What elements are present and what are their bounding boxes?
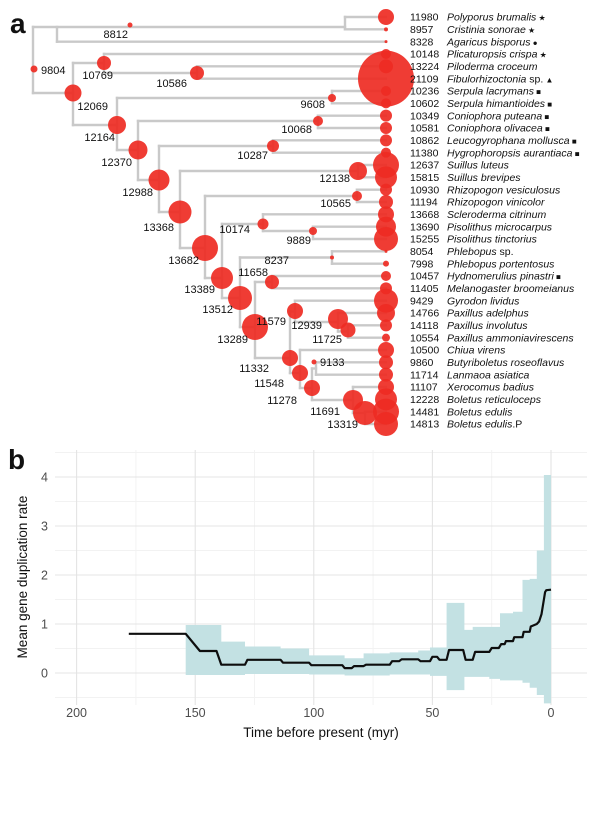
confidence-band xyxy=(186,475,551,703)
tip-count-label: 10581 xyxy=(410,122,440,135)
tree-node-circle xyxy=(65,85,82,102)
tree-node-circle xyxy=(292,365,308,381)
tip-species-label: Cristinia sonorae ★ xyxy=(447,24,536,37)
tip-circle xyxy=(380,110,392,122)
node-value-label: 11691 xyxy=(310,406,340,418)
node-value-label: 10174 xyxy=(219,224,250,236)
tip-count-label: 10930 xyxy=(410,184,440,197)
node-value-label: 13289 xyxy=(217,334,248,346)
tree-node-circle xyxy=(352,191,362,201)
tip-count-label: 12637 xyxy=(410,159,440,172)
tip-species-label: Hydnomerulius pinastri ■ xyxy=(447,270,561,283)
node-value-label: 12370 xyxy=(101,157,132,169)
tip-count-label: 21109 xyxy=(410,73,439,86)
tip-count-label: 10236 xyxy=(410,85,440,98)
tip-circle xyxy=(380,184,392,196)
tip-species-label: Paxillus adelphus xyxy=(447,307,529,320)
tip-species-label: Paxillus involutus xyxy=(447,320,528,333)
tip-count-label: 11714 xyxy=(410,369,439,382)
tip-species-label: Boletus edulis xyxy=(447,406,513,419)
node-value-label: 13682 xyxy=(168,255,199,267)
tip-count-label: 10500 xyxy=(410,344,440,357)
node-value-label: 10769 xyxy=(82,70,113,82)
tree-node-circle xyxy=(282,350,298,366)
tip-count-label: 11980 xyxy=(410,11,439,24)
node-value-label: 12138 xyxy=(319,173,350,185)
node-value-label: 10287 xyxy=(237,150,268,162)
tip-circle xyxy=(380,122,392,134)
tip-circle xyxy=(385,250,388,253)
tip-species-label: Pisolithus tinctorius xyxy=(447,233,537,246)
tip-species-label: Piloderma croceum xyxy=(447,61,538,74)
node-value-label: 9133 xyxy=(320,357,345,369)
tip-count-label: 11405 xyxy=(410,283,439,296)
y-tick-label: 1 xyxy=(41,617,48,632)
tip-circle xyxy=(381,98,391,108)
y-axis-title: Mean gene duplication rate xyxy=(15,495,30,659)
node-value-label: 10565 xyxy=(320,198,351,210)
node-value-label: 9804 xyxy=(41,65,66,77)
tip-species-label: Phlebopus portentosus xyxy=(447,258,555,271)
node-value-label: 13389 xyxy=(184,284,215,296)
tip-count-label: 13224 xyxy=(410,61,440,74)
x-tick-label: 50 xyxy=(425,706,440,720)
tree-node-circle xyxy=(31,66,38,73)
node-value-label: 11548 xyxy=(254,378,284,390)
tip-circle xyxy=(380,134,392,146)
tip-species-label: Melanogaster broomeianus xyxy=(447,283,575,296)
y-tick-label: 2 xyxy=(41,568,48,583)
tip-species-label: Butyriboletus roseoflavus xyxy=(447,357,565,370)
tip-circle xyxy=(374,227,398,251)
tip-count-label: 13690 xyxy=(410,221,440,234)
tip-species-label: Leucogyrophana mollusca ■ xyxy=(447,135,577,148)
node-value-label: 13512 xyxy=(202,304,233,316)
tip-count-label: 8328 xyxy=(410,36,434,49)
tip-species-label: Suillus brevipes xyxy=(447,172,521,185)
tip-count-label: 10349 xyxy=(410,110,440,123)
node-value-label: 9889 xyxy=(286,235,311,247)
x-tick-label: 200 xyxy=(66,706,88,720)
tip-circle xyxy=(380,319,392,331)
tip-count-label: 11107 xyxy=(410,381,438,394)
tree-node-circle xyxy=(169,201,192,224)
tree-node-circle xyxy=(349,162,367,180)
tree-node-circle xyxy=(190,66,204,80)
tip-species-label: Hygrophoropsis aurantiaca ■ xyxy=(447,147,580,160)
tip-species-label: Scleroderma citrinum xyxy=(447,209,547,222)
tree-node-circle xyxy=(328,94,336,102)
x-tick-label: 150 xyxy=(184,706,206,720)
node-value-label: 13368 xyxy=(143,222,174,234)
tip-circle xyxy=(381,86,391,96)
tree-node-circle xyxy=(267,140,279,152)
panel-b-label: b xyxy=(8,444,26,475)
tree-node-circle xyxy=(341,323,356,338)
tip-circle xyxy=(384,27,388,31)
tip-species-label: Paxillus ammoniavirescens xyxy=(447,332,574,345)
tree-node-circle xyxy=(313,116,323,126)
duplication-rate-plot xyxy=(15,450,587,740)
tip-count-label: 9429 xyxy=(410,295,434,308)
node-value-label: 11332 xyxy=(239,363,269,375)
node-value-label: 12988 xyxy=(122,187,153,199)
tip-species-label: Fibulorhizoctonia sp. ▲ xyxy=(447,73,554,86)
tip-species-label: Xerocomus badius xyxy=(447,381,534,394)
tip-species-label: Agaricus bisporus ● xyxy=(447,36,538,49)
node-value-label: 12939 xyxy=(291,320,322,332)
tip-count-label: 11380 xyxy=(410,147,439,160)
tip-species-label: Rhizopogon vinicolor xyxy=(447,196,545,209)
tip-species-label: Boletus edulis.P xyxy=(447,418,523,431)
tree-node-circle xyxy=(258,219,269,230)
tip-count-label: 10862 xyxy=(410,135,440,148)
tip-count-label: 15255 xyxy=(410,233,440,246)
tree-node-circle xyxy=(287,303,303,319)
tip-circle xyxy=(377,304,395,322)
tree-node-circle xyxy=(97,56,111,70)
node-value-label: 10586 xyxy=(156,78,187,90)
node-value-label: 12069 xyxy=(77,101,108,113)
tip-count-label: 10148 xyxy=(410,48,440,61)
x-axis-title: Time before present (myr) xyxy=(243,725,399,740)
tip-circle xyxy=(358,51,414,107)
node-value-label: 11278 xyxy=(267,395,297,407)
tree-node-circle xyxy=(304,380,320,396)
y-tick-label: 4 xyxy=(41,470,48,485)
tip-species-label: Serpula himantioides ■ xyxy=(447,98,553,111)
tip-count-label: 15815 xyxy=(410,172,440,185)
node-value-label: 11658 xyxy=(238,267,268,279)
tip-species-label: Gyrodon lividus xyxy=(447,295,520,308)
tip-circle xyxy=(382,334,390,342)
tip-circle xyxy=(374,412,398,436)
tip-count-label: 10554 xyxy=(410,332,440,345)
tip-count-label: 11194 xyxy=(410,196,438,209)
tip-count-label: 10602 xyxy=(410,98,440,111)
node-value-label: 12164 xyxy=(84,132,115,144)
tip-count-label: 12228 xyxy=(410,394,440,407)
tip-count-label: 14813 xyxy=(410,418,440,431)
node-value-label: 10068 xyxy=(281,124,312,136)
node-value-label: 11579 xyxy=(256,316,286,328)
tip-circle xyxy=(385,40,388,43)
panel-a-label: a xyxy=(10,8,26,39)
tip-circle xyxy=(383,261,389,267)
tip-species-label: Suillus luteus xyxy=(447,159,509,172)
tip-species-label: Rhizopogon vesiculosus xyxy=(447,184,561,197)
tree-node-circle xyxy=(128,23,133,28)
tip-count-label: 13668 xyxy=(410,209,440,222)
tip-count-label: 14118 xyxy=(410,320,439,333)
tip-species-label: Phlebopus sp. xyxy=(447,246,514,259)
tip-count-label: 8957 xyxy=(410,24,434,37)
tip-species-label: Plicaturopsis crispa ★ xyxy=(447,48,547,61)
tip-circle xyxy=(379,355,393,369)
tip-species-label: Coniophora olivacea ■ xyxy=(447,122,550,135)
node-value-label: 9608 xyxy=(300,99,325,111)
tip-species-label: Polyporus brumalis ★ xyxy=(447,11,546,24)
y-tick-label: 0 xyxy=(41,666,48,681)
tip-count-label: 7998 xyxy=(410,258,434,271)
node-value-label: 11725 xyxy=(312,334,342,346)
tip-count-label: 14766 xyxy=(410,307,440,320)
phylogenetic-tree xyxy=(31,9,580,436)
tip-circle xyxy=(378,9,394,25)
tip-count-label: 9860 xyxy=(410,357,434,370)
tip-species-label: Coniophora puteana ■ xyxy=(447,110,550,123)
node-value-label: 8812 xyxy=(103,29,128,41)
x-tick-label: 100 xyxy=(303,706,325,720)
tip-species-label: Pisolithus microcarpus xyxy=(447,221,553,234)
tip-species-label: Serpula lacrymans ■ xyxy=(447,85,542,98)
tree-node-circle xyxy=(309,227,317,235)
tip-circle xyxy=(381,271,391,281)
tree-node-circle xyxy=(312,360,317,365)
tip-count-label: 14481 xyxy=(410,406,440,419)
x-tick-label: 0 xyxy=(547,706,555,720)
node-value-label: 13319 xyxy=(327,419,358,431)
tip-count-label: 10457 xyxy=(410,270,440,283)
tree-node-circle xyxy=(330,256,334,260)
tip-species-label: Boletus reticuloceps xyxy=(447,394,541,407)
tip-count-label: 8054 xyxy=(410,246,434,259)
node-value-label: 8237 xyxy=(264,255,289,267)
tip-species-label: Chiua virens xyxy=(447,344,506,357)
tip-species-label: Lanmaoa asiatica xyxy=(447,369,530,382)
y-tick-label: 3 xyxy=(41,519,48,534)
